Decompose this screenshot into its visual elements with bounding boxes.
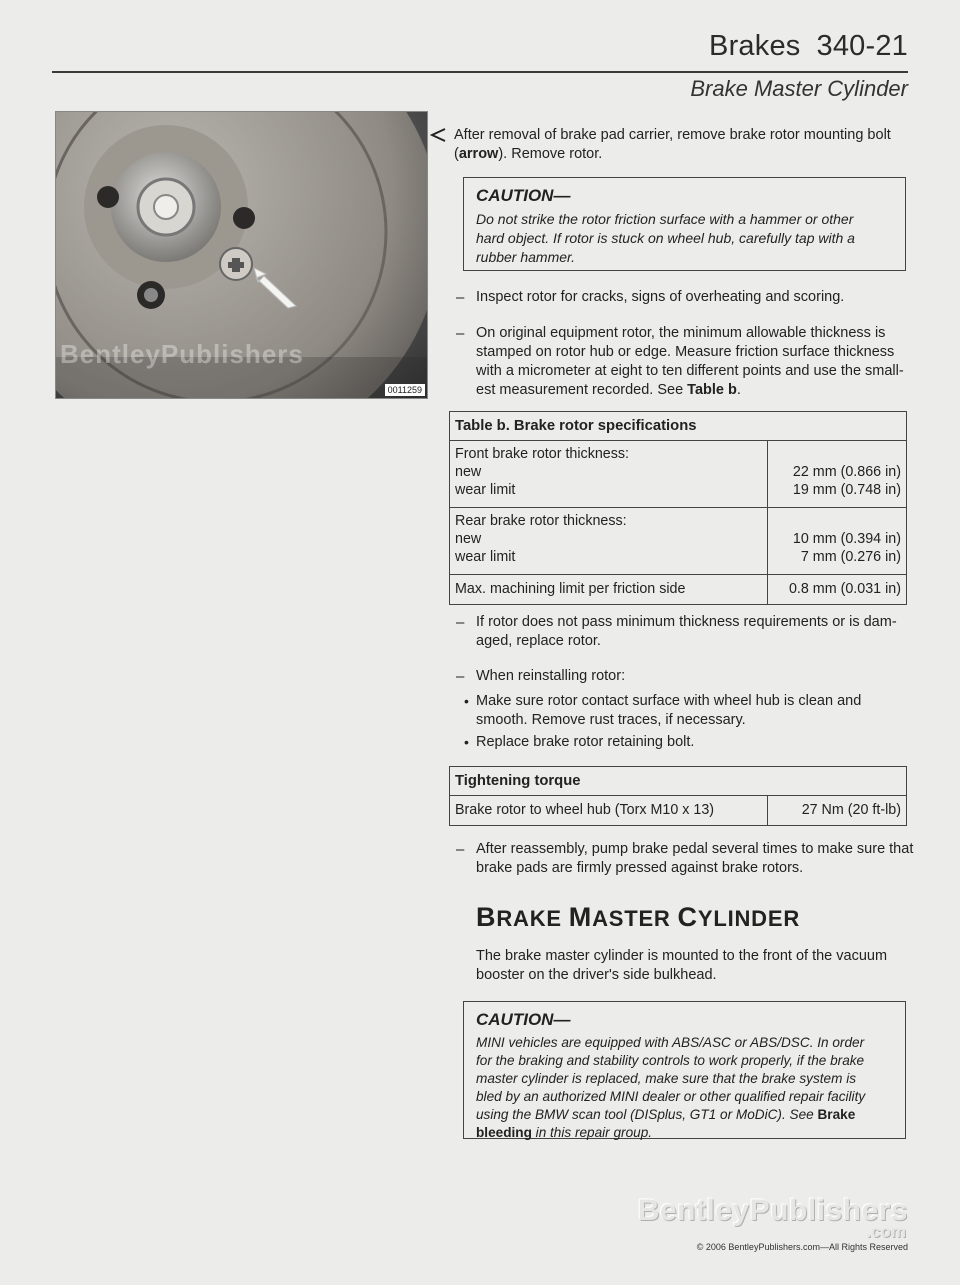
publisher-logo: BentleyPublishers [637,1194,908,1227]
page-header [709,30,908,63]
caution-title: CAUTION— [476,1010,571,1029]
rotor-spec-table [449,411,907,605]
torque-table-title: Tightening torque [450,767,907,796]
page-number: 340-21 [816,30,908,62]
step-original-equipment: – On original equipment rotor, the minimum allowable thickness is stamped on rotor hub or edge. Measure friction surface thickness with a micrometer at eight to ten different points and use the small- est measurement recorded. See Table b. [456,325,904,398]
section-name: Brakes [709,30,801,62]
table-row: Max. machining limit per friction side 0.8 mm (0.031 in) [450,575,907,605]
page-subtitle: Brake Master Cylinder [690,76,908,101]
table-title: Table b. Brake rotor specifications [450,412,907,441]
caution-text: MINI vehicles are equipped with ABS/ASC or ABS/DSC. In order for the braking and stability controls to work properly, if the brake master cylinder is replaced, make sure that the brake system is bled by an authorized MINI dealer or other qualified repair facility using the BMW scan tool (DISplus, GT1 or MoDiC). See Brake bleeding in this repair group. [476,1035,866,1140]
intro-bold-arrow: arrow [458,146,499,162]
torque-table [449,766,907,826]
bullet-clean-surface: • Make sure rotor contact surface with wheel hub is clean and smooth. Remove rust traces, if necessary. [464,692,904,730]
table-row: Brake rotor to wheel hub (Torx M10 x 13) 27 Nm (20 ft-lb) [450,796,907,826]
photo-watermark: BentleyPublishers [60,339,304,369]
step-not-pass: – If rotor does not pass minimum thickness requirements or is dam- aged, replace rotor. [456,614,897,649]
photo-code: 0011259 [385,384,425,396]
section-heading: BRAKE MASTER CYLINDER [476,902,801,932]
step-reassembly: – After reassembly, pump brake pedal several times to make sure that brake pads are firmly pressed against brake rotors. [456,841,914,876]
header-rule [52,71,908,73]
step-reinstall: – When reinstalling rotor: [456,668,626,685]
table-row: Rear brake rotor thickness: new wear limit 10 mm (0.394 in) 7 mm (0.276 in) [450,508,907,575]
table-row: Front brake rotor thickness: new wear limit 22 mm (0.866 in) 19 mm (0.748 in) [450,441,907,508]
section-intro: The brake master cylinder is mounted to the front of the vacuum booster on the driver's side bulkhead. [476,948,888,983]
copyright-notice: © 2006 BentleyPublishers.com—All Rights Reserved [696,1242,908,1252]
step-inspect: – Inspect rotor for cracks, signs of overheating and scoring. [456,289,845,306]
caution-box-master-cylinder [463,1001,906,1139]
left-arrow-icon [430,128,446,142]
rotor-photo [55,111,428,399]
caution-box-rotor [463,177,906,271]
intro-paragraph: After removal of brake pad carrier, remove brake rotor mounting bolt (arrow). Remove rotor. [454,126,908,164]
publisher-logo-suffix: .com [866,1222,906,1241]
caution-title: CAUTION— [476,186,571,205]
bullet-replace-bolt: • Replace brake rotor retaining bolt. [464,733,904,752]
caution-text: Do not strike the rotor friction surface with a hammer or other hard object. If rotor is stuck on wheel hub, carefully tap with a rubber hammer. [476,211,855,265]
